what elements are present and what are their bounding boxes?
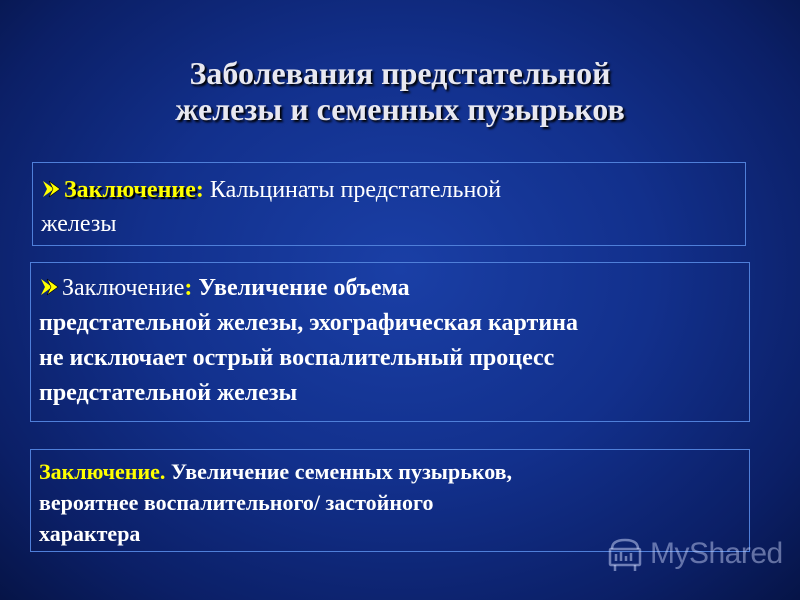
conclusion-2-text-1: Увеличение объема	[192, 275, 410, 301]
conclusion-2-line-4: предстательной железы	[39, 380, 298, 406]
conclusion-3-line-2: вероятнее воспалительного/ застойного	[39, 490, 434, 515]
conclusion-1-text-1: Кальцинаты предстательной	[203, 177, 502, 203]
conclusion-box-2	[30, 262, 750, 422]
arrow-bullet-icon	[41, 179, 63, 199]
conclusion-3-label: Заключение.	[39, 459, 166, 484]
conclusion-1-colon: :	[195, 177, 204, 203]
conclusion-3-line-3: характера	[39, 521, 141, 546]
conclusion-2-line-3: не исключает острый воспалительный процесс	[39, 345, 555, 371]
conclusion-1-line-1	[41, 173, 735, 207]
watermark	[606, 534, 783, 574]
conclusion-box-1	[32, 162, 746, 246]
slide-title-line-2: железы и семенных пузырьков	[175, 91, 625, 127]
conclusion-3-text-1: Увеличение семенных пузырьков,	[165, 459, 513, 484]
slide-title	[0, 55, 800, 127]
conclusion-1-label: Заключение	[64, 177, 196, 203]
conclusion-2-label: Заключение	[62, 275, 185, 301]
conclusion-1-line-2: железы	[41, 211, 117, 237]
watermark-text: MyShared	[650, 537, 783, 570]
arrow-bullet-icon	[39, 277, 61, 297]
conclusion-2-line-1	[39, 271, 739, 306]
conclusion-2-colon: :	[184, 275, 193, 301]
conclusion-2-line-2: предстательной железы, эхографическая картина	[39, 310, 578, 336]
presentation-board-icon	[606, 535, 644, 573]
conclusion-3-line-1	[39, 456, 739, 487]
slide-title-line-1: Заболевания предстательной	[189, 55, 611, 91]
